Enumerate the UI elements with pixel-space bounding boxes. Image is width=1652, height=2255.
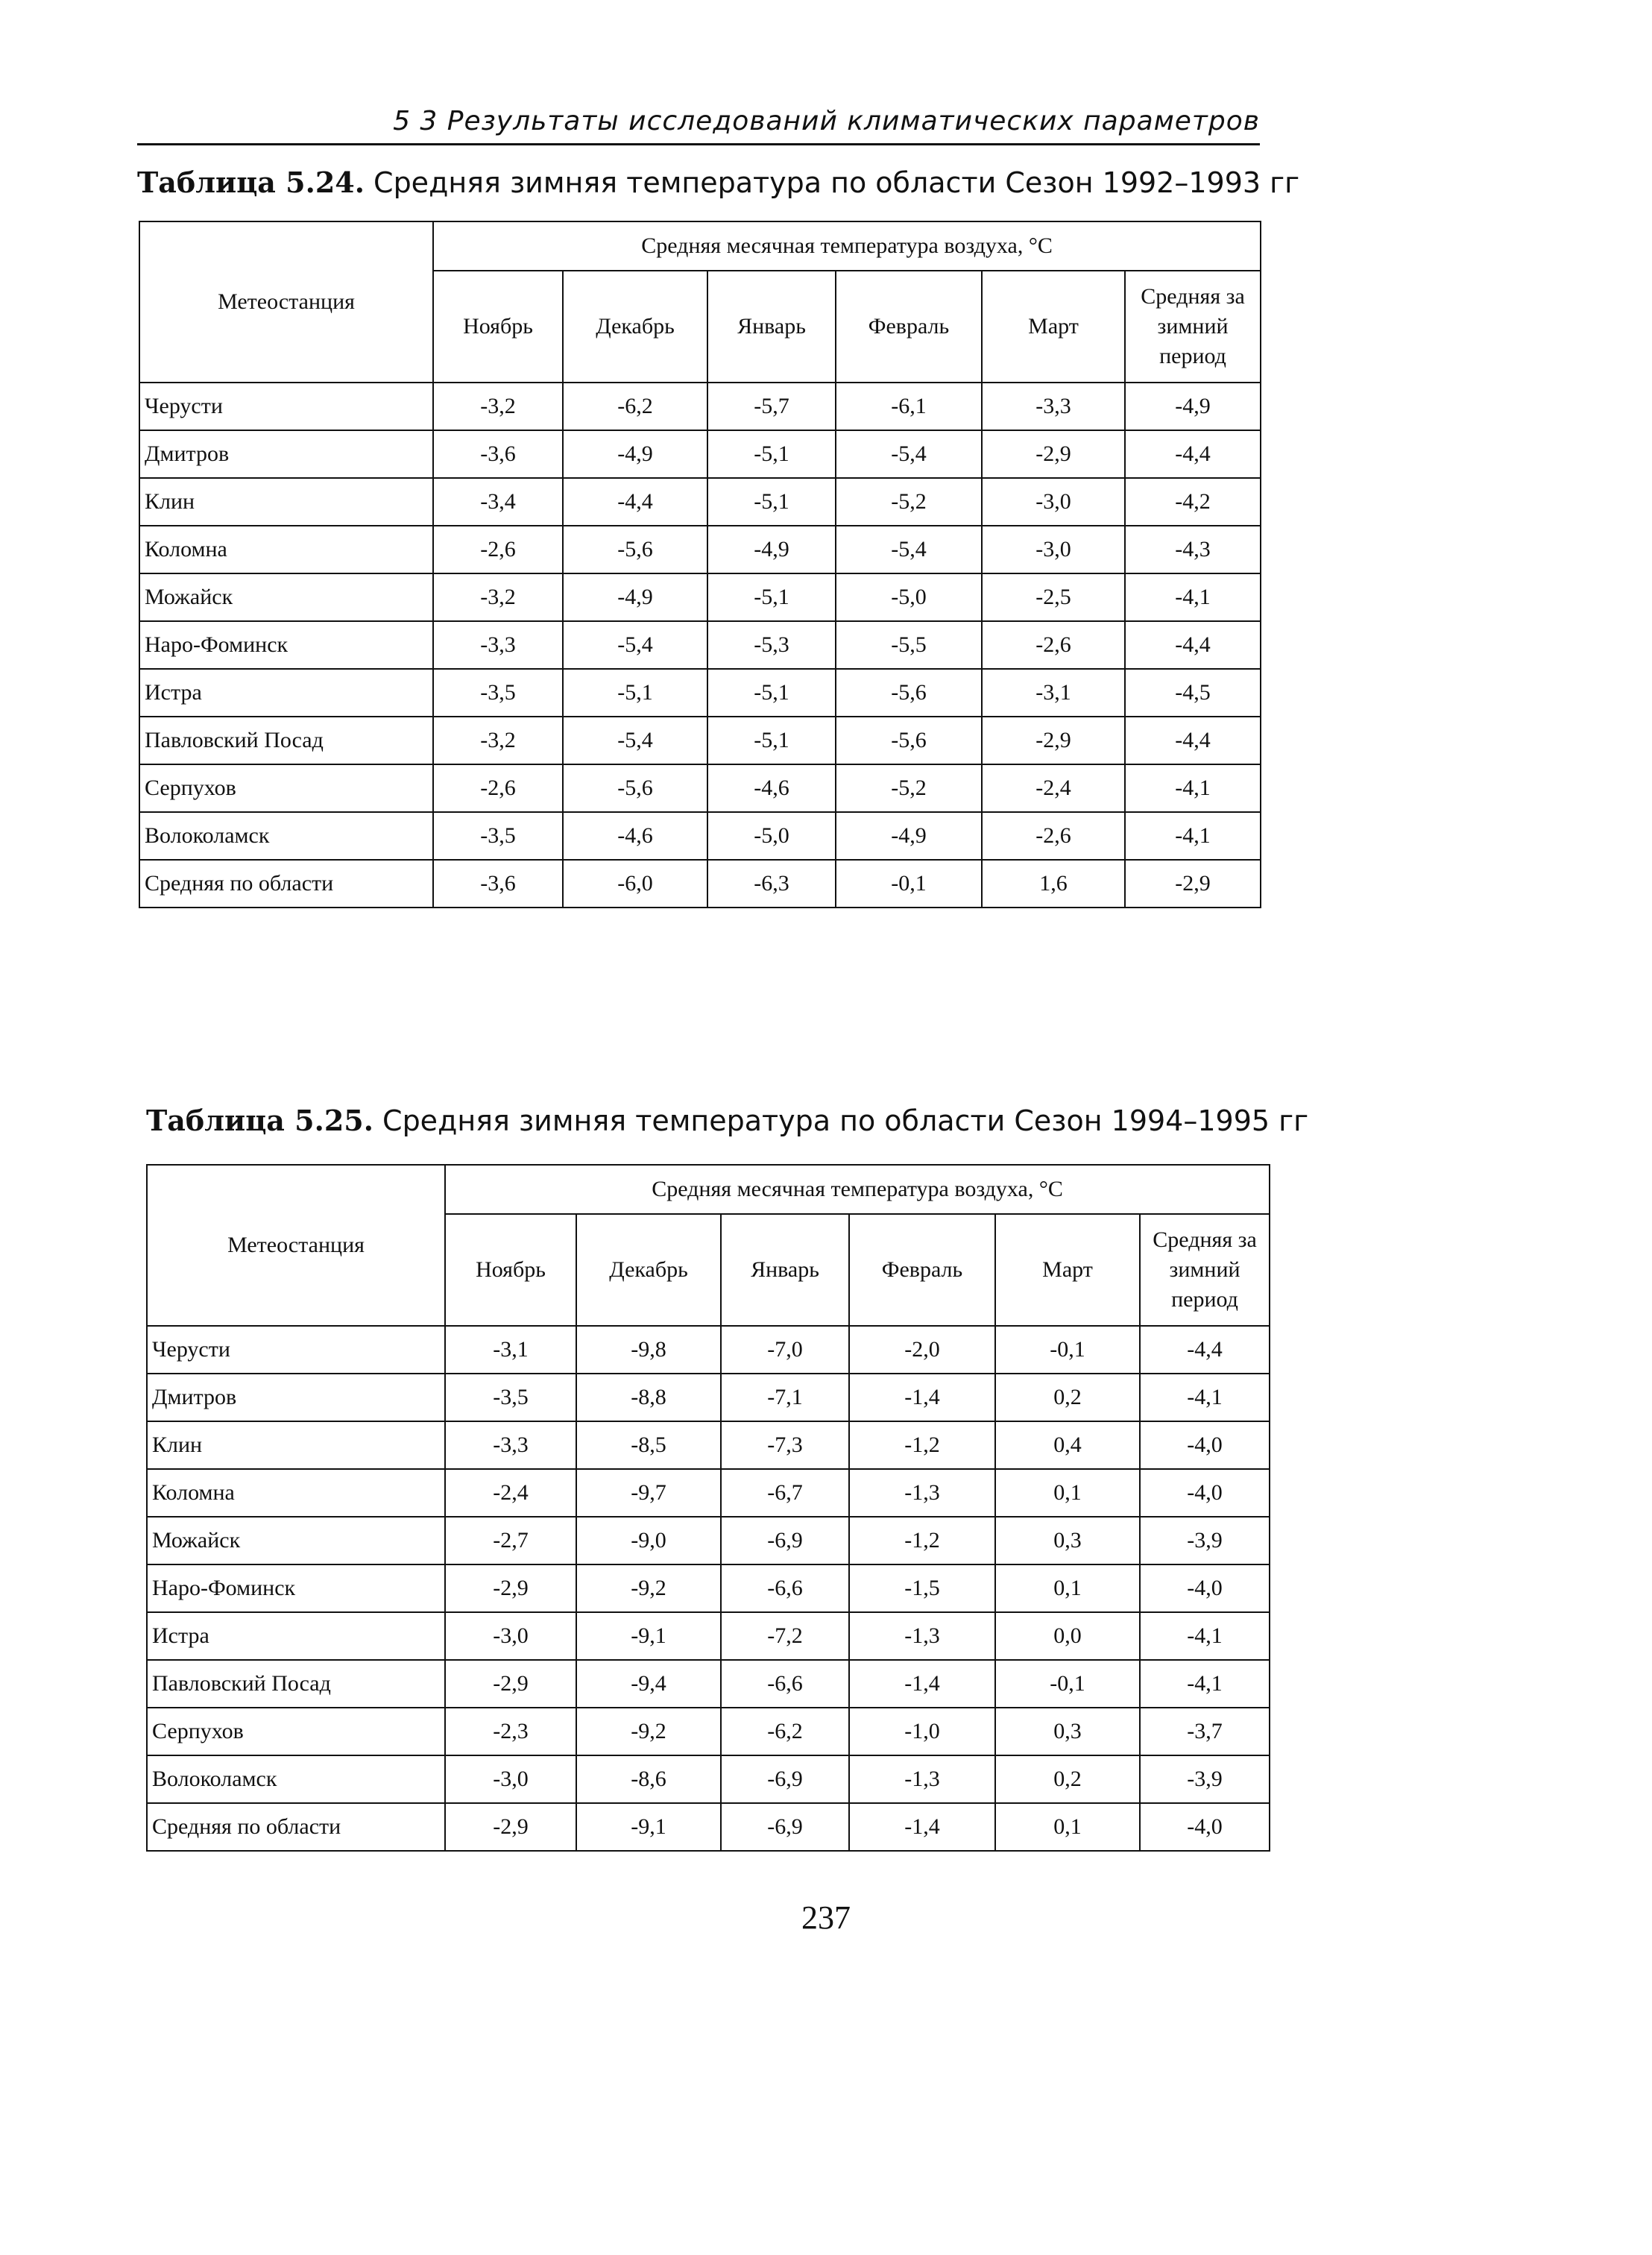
temperature-cell: -4,4: [563, 478, 707, 526]
month-header: Декабрь: [563, 271, 707, 383]
temperature-cell: 0,1: [995, 1803, 1140, 1851]
temperature-cell: -3,6: [433, 860, 563, 908]
temperature-cell: -1,3: [849, 1755, 995, 1803]
running-head: 5 3 Результаты исследований климатических параметров: [393, 106, 1260, 136]
temperature-cell: -6,6: [721, 1564, 849, 1612]
temperature-cell: -4,1: [1140, 1374, 1270, 1421]
table-row: [147, 1660, 1270, 1708]
temperature-cell: 0,2: [995, 1374, 1140, 1421]
temperature-cell: 0,1: [995, 1469, 1140, 1517]
temperature-cell: -2,9: [982, 717, 1125, 764]
month-header: Февраль: [836, 271, 982, 383]
temperature-cell: -3,2: [433, 573, 563, 621]
station-name-cell: Можайск: [147, 1517, 445, 1564]
table-row: [139, 573, 1261, 621]
month-header: Март: [982, 271, 1125, 383]
temperature-cell: 0,1: [995, 1564, 1140, 1612]
temperature-cell: -6,3: [707, 860, 836, 908]
temperature-cell: -3,4: [433, 478, 563, 526]
temperature-table-1992-1993: [139, 221, 1261, 908]
temperature-cell: -5,4: [836, 526, 982, 573]
temperature-cell: -1,4: [849, 1803, 995, 1851]
temperature-cell: -9,8: [576, 1326, 721, 1374]
temperature-cell: -3,6: [433, 430, 563, 478]
temperature-cell: -7,3: [721, 1421, 849, 1469]
temperature-cell: -5,1: [707, 717, 836, 764]
temperature-cell: -5,4: [836, 430, 982, 478]
temperature-cell: -5,6: [836, 669, 982, 717]
temperature-cell: -5,6: [563, 764, 707, 812]
temperature-cell: -2,9: [445, 1803, 576, 1851]
temperature-cell: -1,0: [849, 1708, 995, 1755]
station-name-cell: Дмитров: [139, 430, 433, 478]
temperature-cell: -5,6: [836, 717, 982, 764]
temperature-cell: -5,2: [836, 478, 982, 526]
temperature-cell: -4,1: [1125, 812, 1261, 860]
temperature-cell: -4,0: [1140, 1564, 1270, 1612]
station-name-cell: Волоколамск: [139, 812, 433, 860]
temperature-cell: -3,5: [445, 1374, 576, 1421]
temperature-cell: -9,7: [576, 1469, 721, 1517]
temperature-cell: -6,9: [721, 1755, 849, 1803]
temperature-cell: -3,5: [433, 669, 563, 717]
temperature-cell: -5,1: [563, 669, 707, 717]
temperature-cell: -3,1: [445, 1326, 576, 1374]
temperature-cell: -3,2: [433, 383, 563, 430]
temperature-cell: -3,0: [982, 478, 1125, 526]
station-name-cell: Серпухов: [147, 1708, 445, 1755]
station-name-cell: Средняя по области: [147, 1803, 445, 1851]
temperature-cell: -6,1: [836, 383, 982, 430]
temperature-cell: -4,0: [1140, 1469, 1270, 1517]
temperature-cell: 1,6: [982, 860, 1125, 908]
table-caption: [146, 1104, 1308, 1137]
temperature-cell: -5,1: [707, 573, 836, 621]
month-header: Март: [995, 1214, 1140, 1326]
temperature-cell: -2,5: [982, 573, 1125, 621]
temperature-cell: -4,9: [836, 812, 982, 860]
temperature-cell: -3,9: [1140, 1755, 1270, 1803]
station-name-cell: Наро-Фоминск: [147, 1564, 445, 1612]
station-column-header: Метеостанция: [139, 221, 433, 383]
temperature-cell: -2,4: [982, 764, 1125, 812]
month-header: Декабрь: [576, 1214, 721, 1326]
station-name-cell: Клин: [139, 478, 433, 526]
station-column-header: Метеостанция: [147, 1165, 445, 1326]
temperature-cell: 0,3: [995, 1517, 1140, 1564]
temperature-cell: -4,1: [1140, 1612, 1270, 1660]
temperature-cell: -0,1: [836, 860, 982, 908]
table-row: [139, 812, 1261, 860]
temperature-cell: -4,4: [1125, 717, 1261, 764]
temperature-cell: -4,4: [1140, 1326, 1270, 1374]
temperature-cell: -4,3: [1125, 526, 1261, 573]
temperature-cell: 0,0: [995, 1612, 1140, 1660]
temperature-cell: -3,3: [445, 1421, 576, 1469]
temperature-cell: 0,4: [995, 1421, 1140, 1469]
temperature-cell: 0,2: [995, 1755, 1140, 1803]
month-header: Ноябрь: [433, 271, 563, 383]
table-row: [147, 1374, 1270, 1421]
temperature-cell: -2,7: [445, 1517, 576, 1564]
temperature-cell: -4,9: [1125, 383, 1261, 430]
temperature-cell: -2,9: [982, 430, 1125, 478]
temperature-cell: -3,3: [433, 621, 563, 669]
table-caption-number: Таблица 5.24.: [137, 166, 365, 199]
month-header: Январь: [707, 271, 836, 383]
temperature-cell: -6,2: [721, 1708, 849, 1755]
table-row: [139, 621, 1261, 669]
station-name-cell: Дмитров: [147, 1374, 445, 1421]
temperature-cell: -5,2: [836, 764, 982, 812]
station-name-cell: Коломна: [147, 1469, 445, 1517]
table-row: [139, 478, 1261, 526]
temperature-cell: -4,1: [1125, 573, 1261, 621]
station-name-cell: Павловский Посад: [147, 1660, 445, 1708]
table-row: [147, 1755, 1270, 1803]
temperature-cell: -1,4: [849, 1660, 995, 1708]
temperature-cell: -6,7: [721, 1469, 849, 1517]
temperature-cell: -2,9: [445, 1564, 576, 1612]
temperature-cell: -1,3: [849, 1612, 995, 1660]
temperature-cell: -2,0: [849, 1326, 995, 1374]
temperature-cell: 0,3: [995, 1708, 1140, 1755]
temperature-cell: -1,4: [849, 1374, 995, 1421]
temperature-cell: -3,0: [445, 1612, 576, 1660]
station-name-cell: Черусти: [147, 1326, 445, 1374]
table-row: [147, 1469, 1270, 1517]
winter-average-header: Средняя за зимний период: [1140, 1214, 1270, 1326]
temperature-cell: -9,4: [576, 1660, 721, 1708]
temperature-cell: -1,2: [849, 1517, 995, 1564]
temperature-cell: -2,4: [445, 1469, 576, 1517]
temperature-cell: -1,3: [849, 1469, 995, 1517]
temperature-cell: -5,0: [836, 573, 982, 621]
temperature-cell: -4,5: [1125, 669, 1261, 717]
temperature-cell: -3,2: [433, 717, 563, 764]
station-name-cell: Павловский Посад: [139, 717, 433, 764]
temperature-cell: -1,5: [849, 1564, 995, 1612]
temperature-cell: -3,7: [1140, 1708, 1270, 1755]
table-row: [147, 1421, 1270, 1469]
table-row: [139, 669, 1261, 717]
temperature-cell: -7,2: [721, 1612, 849, 1660]
temperature-cell: -4,9: [707, 526, 836, 573]
table-row: [147, 1803, 1270, 1851]
station-name-cell: Истра: [139, 669, 433, 717]
temperature-cell: -6,6: [721, 1660, 849, 1708]
month-header: Январь: [721, 1214, 849, 1326]
temperature-cell: -6,2: [563, 383, 707, 430]
temperature-cell: -2,6: [433, 526, 563, 573]
temperature-cell: -5,1: [707, 478, 836, 526]
temperature-cell: -4,4: [1125, 430, 1261, 478]
table-caption: [137, 166, 1299, 199]
month-header: Февраль: [849, 1214, 995, 1326]
station-name-cell: Волоколамск: [147, 1755, 445, 1803]
temperature-cell: -9,0: [576, 1517, 721, 1564]
table-row: [139, 764, 1261, 812]
table-row: [147, 1612, 1270, 1660]
temperature-table-1994-1995: [146, 1164, 1270, 1852]
temperature-cell: -3,0: [982, 526, 1125, 573]
temperature-cell: -9,1: [576, 1612, 721, 1660]
temperature-cell: -4,0: [1140, 1803, 1270, 1851]
station-name-cell: Серпухов: [139, 764, 433, 812]
station-name-cell: Наро-Фоминск: [139, 621, 433, 669]
temperature-cell: -4,2: [1125, 478, 1261, 526]
table-caption-text: Средняя зимняя температура по области Сезон 1994–1995 гг: [382, 1104, 1309, 1137]
temperature-cell: -7,1: [721, 1374, 849, 1421]
temperature-cell: -5,1: [707, 669, 836, 717]
temperature-cell: -4,4: [1125, 621, 1261, 669]
temperature-cell: -1,2: [849, 1421, 995, 1469]
temperature-cell: -6,9: [721, 1803, 849, 1851]
temperature-cell: -6,9: [721, 1517, 849, 1564]
table-row: [139, 717, 1261, 764]
monthly-temperature-group-header: Средняя месячная температура воздуха, °С: [445, 1165, 1270, 1214]
temperature-cell: -3,0: [445, 1755, 576, 1803]
temperature-cell: -4,6: [563, 812, 707, 860]
temperature-cell: -5,6: [563, 526, 707, 573]
temperature-cell: -9,1: [576, 1803, 721, 1851]
station-name-cell: Можайск: [139, 573, 433, 621]
table-row: [147, 1326, 1270, 1374]
temperature-cell: -4,6: [707, 764, 836, 812]
winter-average-header: Средняя за зимний период: [1125, 271, 1261, 383]
temperature-cell: -5,0: [707, 812, 836, 860]
temperature-cell: -5,7: [707, 383, 836, 430]
temperature-cell: -3,5: [433, 812, 563, 860]
month-header: Ноябрь: [445, 1214, 576, 1326]
station-name-cell: Коломна: [139, 526, 433, 573]
temperature-cell: -5,1: [707, 430, 836, 478]
temperature-cell: -5,3: [707, 621, 836, 669]
table-row: [139, 430, 1261, 478]
temperature-cell: -4,1: [1140, 1660, 1270, 1708]
monthly-temperature-group-header: Средняя месячная температура воздуха, °С: [433, 221, 1261, 271]
table-caption-number: Таблица 5.25.: [146, 1104, 373, 1137]
station-name-cell: Клин: [147, 1421, 445, 1469]
temperature-cell: -3,9: [1140, 1517, 1270, 1564]
temperature-cell: -2,9: [1125, 860, 1261, 908]
table-row: [139, 383, 1261, 430]
temperature-cell: -3,1: [982, 669, 1125, 717]
temperature-cell: -0,1: [995, 1326, 1140, 1374]
temperature-cell: -2,3: [445, 1708, 576, 1755]
temperature-cell: -2,6: [982, 812, 1125, 860]
temperature-cell: -4,1: [1125, 764, 1261, 812]
temperature-cell: -2,6: [982, 621, 1125, 669]
temperature-cell: -8,6: [576, 1755, 721, 1803]
station-name-cell: Средняя по области: [139, 860, 433, 908]
table-row: [139, 860, 1261, 908]
temperature-cell: -9,2: [576, 1708, 721, 1755]
temperature-cell: -0,1: [995, 1660, 1140, 1708]
temperature-cell: -9,2: [576, 1564, 721, 1612]
table-row: [147, 1708, 1270, 1755]
temperature-cell: -8,8: [576, 1374, 721, 1421]
temperature-cell: -5,5: [836, 621, 982, 669]
station-name-cell: Черусти: [139, 383, 433, 430]
temperature-cell: -2,9: [445, 1660, 576, 1708]
temperature-cell: -6,0: [563, 860, 707, 908]
temperature-cell: -3,3: [982, 383, 1125, 430]
temperature-cell: -4,9: [563, 573, 707, 621]
temperature-cell: -7,0: [721, 1326, 849, 1374]
page-number: 237: [801, 1899, 851, 1936]
table-row: [139, 526, 1261, 573]
temperature-cell: -8,5: [576, 1421, 721, 1469]
temperature-cell: -4,0: [1140, 1421, 1270, 1469]
station-name-cell: Истра: [147, 1612, 445, 1660]
temperature-cell: -4,9: [563, 430, 707, 478]
temperature-cell: -5,4: [563, 717, 707, 764]
header-rule: [137, 143, 1260, 145]
temperature-cell: -2,6: [433, 764, 563, 812]
table-row: [147, 1564, 1270, 1612]
table-caption-text: Средняя зимняя температура по области Сезон 1992–1993 гг: [373, 166, 1300, 199]
table-row: [147, 1517, 1270, 1564]
temperature-cell: -5,4: [563, 621, 707, 669]
